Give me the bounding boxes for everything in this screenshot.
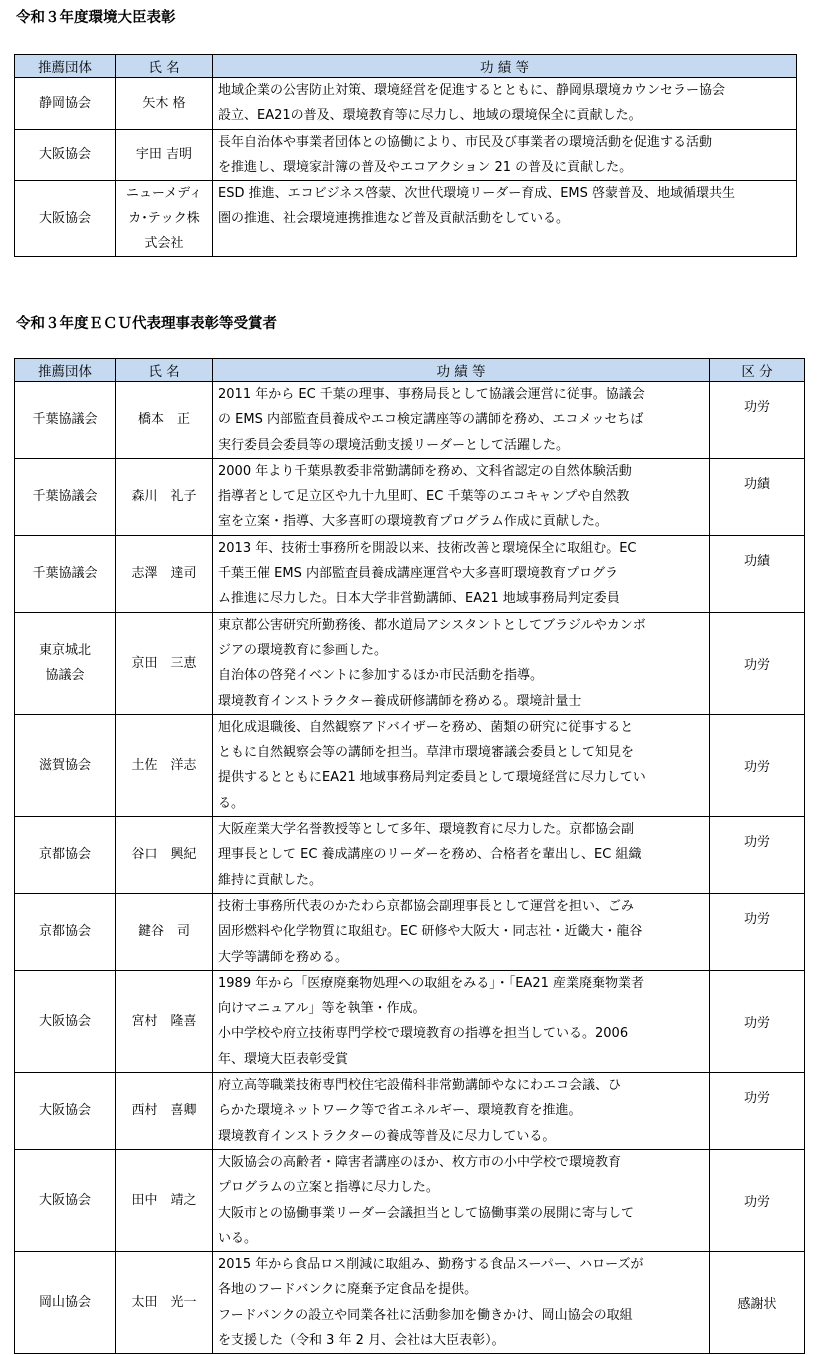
table-header-row xyxy=(15,359,805,382)
org-cell: 大阪協会 xyxy=(15,1073,116,1150)
achievement-line: ESD 推進、エコビジネス啓蒙、次世代環境リーダー育成、EMS 啓蒙普及、地域循環共生 xyxy=(218,186,736,202)
name-cell: 西村 喜卿 xyxy=(116,1073,213,1150)
achievement-line: 向けマニュアル」等を執筆・作成。 xyxy=(218,1001,426,1017)
name-cell: ニューメディ カ･テック株 式会社 xyxy=(116,181,213,257)
achievement-line: の EMS 内部監査員養成やエコ検定講座等の講師を務め、エコメッセちば xyxy=(218,412,644,428)
achievement-line: フードバンクの設立や同業各社に活動参加を働きかけ、岡山協会の取組 xyxy=(218,1307,633,1323)
category-cell: 功績 xyxy=(710,458,805,535)
achievement-line: 各地のフードバンクに廃棄予定食品を提供。 xyxy=(218,1282,478,1298)
achievement-line: ともに自然観察会等の講師を担当。草津市環境審議会委員として知見を xyxy=(218,745,635,761)
achievement-line: 環境教育インストラクター養成研修講師を務める。環境計量士 xyxy=(218,693,582,709)
achievement-line: 2013 年、技術士事務所を開設以来、技術改善と環境保全に取組む。EC xyxy=(218,540,637,556)
org-cell: 千葉協議会 xyxy=(15,458,116,535)
table-row xyxy=(15,1252,805,1354)
table-row xyxy=(15,78,797,130)
achievement-line: らかた環境ネットワーク等で省エネルギー、環境教育を推進。 xyxy=(218,1103,582,1119)
table-row xyxy=(15,458,805,535)
category-cell: 功労 xyxy=(710,1149,805,1251)
achievement-line: 提供するとともにEA21 地域事務局判定委員として環境経営に尽力してい xyxy=(218,770,646,786)
achievement-line: ム推進に尽力した。日本大学非営勤講師、EA21 地域事務局判定委員 xyxy=(218,591,620,607)
achievement-line: 千葉王催 EMS 内部監査員養成講座運営や大多喜町環境教育プログラ xyxy=(218,566,618,582)
achievement-cell xyxy=(213,893,710,970)
org-cell: 京都協会 xyxy=(15,817,116,894)
table-row xyxy=(15,893,805,970)
name-cell: 鍵谷 司 xyxy=(116,893,213,970)
org-cell: 大阪協会 xyxy=(15,181,116,257)
table-row xyxy=(15,1149,805,1251)
table-row xyxy=(15,714,805,816)
org-cell: 京都協会 xyxy=(15,893,116,970)
achievement-line: プログラムの立案と指導に尽力した。 xyxy=(218,1180,439,1196)
name-cell: 矢木 格 xyxy=(116,78,213,130)
achievement-line: 年、環境大臣表彰受賞 xyxy=(218,1051,349,1067)
name-cell: 谷口 興紀 xyxy=(116,817,213,894)
table-row xyxy=(15,181,797,257)
achievement-cell xyxy=(213,817,710,894)
header-category: 区 分 xyxy=(710,359,805,382)
achievement-line: 大学等講師を務める。 xyxy=(218,949,349,965)
category-cell: 功績 xyxy=(710,535,805,612)
name-cell: 森川 礼子 xyxy=(116,458,213,535)
category-cell: 功労 xyxy=(710,1073,805,1150)
ecu-award-table xyxy=(14,358,805,1354)
name-cell: 志澤 達司 xyxy=(116,535,213,612)
achievement-cell xyxy=(213,970,710,1072)
header-org: 推薦団体 xyxy=(15,359,116,382)
achievement-line: を支援した（令和 3 年 2 月、会社は大臣表彰）。 xyxy=(218,1332,505,1348)
achievement-line: 指導者として足立区や九十九里町、EC 千葉等のエコキャンプや自然教 xyxy=(218,489,630,505)
achievement-cell xyxy=(213,714,710,816)
achievement-cell xyxy=(213,1149,710,1251)
achievement-line: 1989 年から「医療廃棄物処理への取組をみる」・「EA21 産業廃棄物業者 xyxy=(218,975,644,991)
category-cell: 功労 xyxy=(710,817,805,894)
table-row xyxy=(15,1073,805,1150)
achievement-line: る。 xyxy=(218,795,245,811)
achievement-line: 設立、EA21の普及、環境教育等に尽力し、地域の環境保全に貢献した。 xyxy=(218,108,642,124)
name-cell: 宮村 隆喜 xyxy=(116,970,213,1072)
org-cell: 滋賀協会 xyxy=(15,714,116,816)
header-achievement: 功 績 等 xyxy=(213,359,710,382)
name-cell: 橋本 正 xyxy=(116,382,213,459)
name-cell: 土佐 洋志 xyxy=(116,714,213,816)
achievement-cell xyxy=(213,1073,710,1150)
achievement-line: 固形燃料や化学物質に取組む。EC 研修や大阪大・同志社・近畿大・龍谷 xyxy=(218,924,643,940)
achievement-line: 技術士事務所代表のかたわら京都協会副理事長として運営を担い、ごみ xyxy=(218,898,635,914)
category-cell: 功労 xyxy=(710,612,805,714)
org-cell: 千葉協議会 xyxy=(15,535,116,612)
section-title-minister-award: 令和３年度環境大臣表彰 xyxy=(16,10,176,26)
table-row xyxy=(15,129,797,181)
minister-award-table xyxy=(14,54,797,257)
name-cell: 京田 三恵 xyxy=(116,612,213,714)
achievement-line: 府立高等職業技術専門校住宅設備科非常勤講師やなにわエコ会議、ひ xyxy=(218,1078,622,1094)
name-cell: 田中 靖之 xyxy=(116,1149,213,1251)
category-cell: 功労 xyxy=(710,970,805,1072)
achievement-line: 維持に貢献した。 xyxy=(218,872,323,888)
achievement-cell xyxy=(213,458,710,535)
achievement-line: 長年自治体や事業者団体との協働により、市民及び事業者の環境活動を促進する活動 xyxy=(218,134,713,150)
achievement-line: 地域企業の公害防止対策、環境経営を促進するとともに、静岡県環境カウンセラー協会 xyxy=(218,83,726,98)
achievement-line: 理事長として EC 養成講座のリーダーを務め、合格者を輩出し、EC 組織 xyxy=(218,847,642,863)
org-cell: 大阪協会 xyxy=(15,970,116,1072)
table-header-row xyxy=(15,55,797,78)
achievement-line: 環境教育インストラクターの養成等普及に尽力している。 xyxy=(218,1128,556,1144)
achievement-cell xyxy=(213,1252,710,1354)
org-cell: 岡山協会 xyxy=(15,1252,116,1354)
achievement-line: 大阪市との協働事業リーダー会議担当として協働事業の展開に寄与して xyxy=(218,1205,635,1221)
name-cell: 宇田 吉明 xyxy=(116,129,213,181)
achievement-line: を推進し、環境家計簿の普及やエコアクション 21 の普及に貢献した。 xyxy=(218,159,633,175)
achievement-line: ジアの環境教育に参画した。 xyxy=(218,642,388,658)
category-cell: 功労 xyxy=(710,714,805,816)
achievement-cell xyxy=(213,181,797,257)
achievement-cell xyxy=(213,382,710,459)
name-cell: 太田 光一 xyxy=(116,1252,213,1354)
category-cell: 感謝状 xyxy=(710,1252,805,1354)
table-row xyxy=(15,970,805,1072)
achievement-line: 実行委員会委員等の環境活動支援リーダーとして活躍した。 xyxy=(218,437,570,453)
org-cell: 大阪協会 xyxy=(15,129,116,181)
achievement-line: 大阪協会の高齢者・障害者講座のほか、枚方市の小中学校で環境教育 xyxy=(218,1154,622,1170)
header-name: 氏 名 xyxy=(116,359,213,382)
org-cell: 静岡協会 xyxy=(15,78,116,130)
org-cell: 東京城北 協議会 xyxy=(15,612,116,714)
achievement-line: 圏の推進、社会環境連携推進など普及貢献活動をしている。 xyxy=(218,211,570,227)
achievement-cell xyxy=(213,78,797,130)
org-cell: 千葉協議会 xyxy=(15,382,116,459)
category-cell: 功労 xyxy=(710,893,805,970)
achievement-line: いる。 xyxy=(218,1230,258,1246)
table-row xyxy=(15,817,805,894)
header-name: 氏 名 xyxy=(116,55,213,78)
header-achievement: 功 績 等 xyxy=(213,55,797,78)
section-title-ecu-award: 令和３年度ＥＣＵ代表理事表彰等受賞者 xyxy=(16,316,277,332)
achievement-cell xyxy=(213,612,710,714)
table-row xyxy=(15,382,805,459)
table-row xyxy=(15,535,805,612)
achievement-line: 小中学校や府立技術専門学校で環境教育の指導を担当している。2006 xyxy=(218,1026,629,1042)
category-cell: 功労 xyxy=(710,382,805,459)
achievement-line: 2011 年から EC 千葉の理事、事務局長として協議会運営に従事。協議会 xyxy=(218,387,645,402)
achievement-line: 大阪産業大学名誉教授等として多年、環境教育に尽力した。京都協会副 xyxy=(218,822,635,838)
achievement-line: 2015 年から食品ロス削減に取組み、勤務する食品スーパー、ハローズが xyxy=(218,1257,644,1273)
achievement-line: 東京都公害研究所勤務後、都水道局アシスタントとしてブラジルやカンボ xyxy=(218,617,646,633)
achievement-line: 旭化成退職後、自然観察アドバイザーを務め、菌類の研究に従事すると xyxy=(218,719,634,735)
achievement-line: 2000 年より千葉県教委非常勤講師を務め、文科省認定の自然体験活動 xyxy=(218,463,632,479)
org-cell: 大阪協会 xyxy=(15,1149,116,1251)
achievement-line: 室を立案・指導、大多喜町の環境教育プログラム作成に貢献した。 xyxy=(218,514,608,530)
achievement-cell xyxy=(213,535,710,612)
achievement-cell xyxy=(213,129,797,181)
table-row xyxy=(15,612,805,714)
achievement-line: 自治体の啓発イベントに参加するほか市民活動を指導。 xyxy=(218,668,544,684)
header-org: 推薦団体 xyxy=(15,55,116,78)
